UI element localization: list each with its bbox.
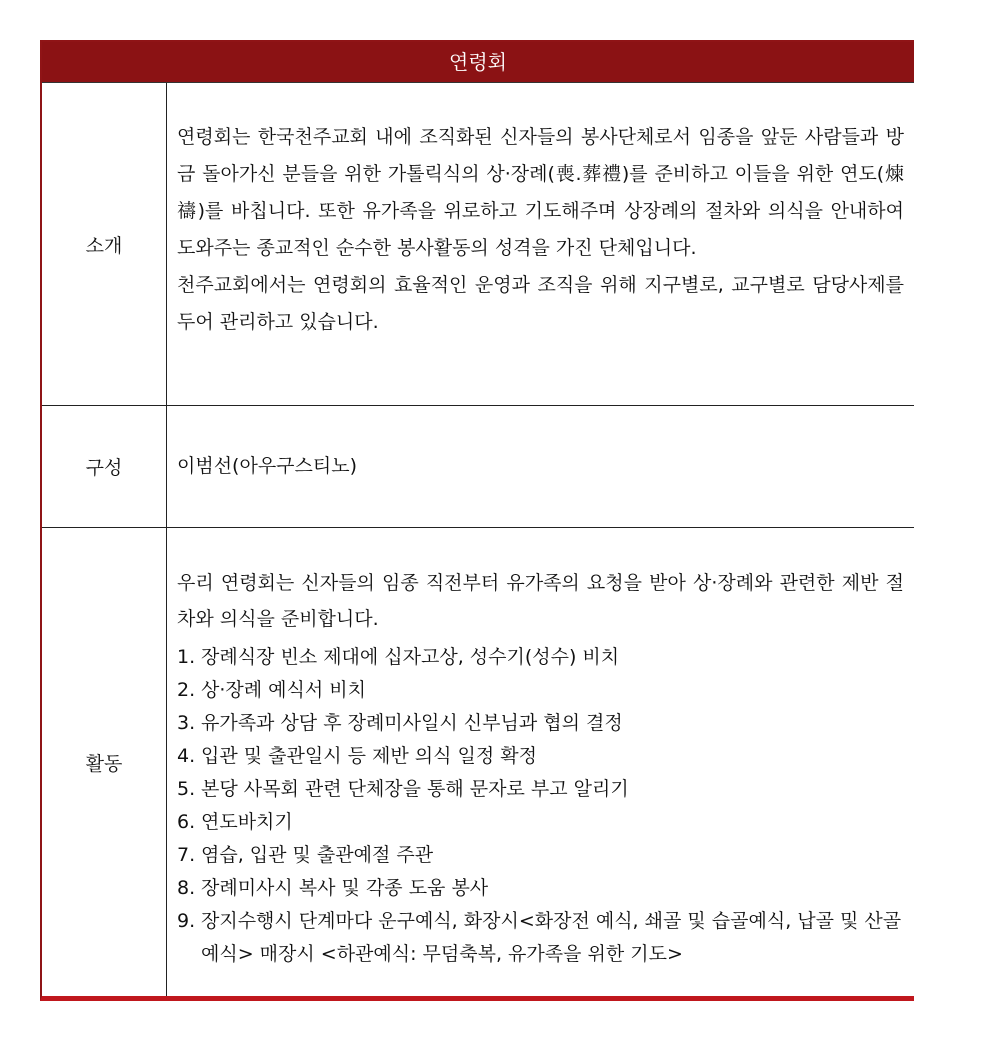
activity-intro: 우리 연령회는 신자들의 임종 직전부터 유가족의 요청을 받아 상·장례와 관련한 제반 절차와 의식을 준비합니다.: [177, 572, 904, 630]
list-item-number: 6.: [177, 811, 196, 833]
list-item-text: 장례식장 빈소 제대에 십자고상, 성수기(성수) 비치: [201, 646, 620, 668]
row-organization: [42, 406, 914, 528]
list-item-text: 장례미사시 복사 및 각종 도움 봉사: [201, 877, 489, 899]
organization-value: 이범선(아우구스티노): [177, 455, 358, 477]
list-item: [177, 905, 904, 971]
info-table: [40, 40, 914, 1001]
list-item: [177, 872, 904, 905]
intro-paragraph-1: 연령회는 한국천주교회 내에 조직화된 신자들의 봉사단체로서 임종을 앞둔 사람들과 방금 돌아가신 분들을 위한 가톨릭식의 상·장례(喪.葬禮)를 준비하고 이들을 위한 연도(煉禱)를 바칩니다. 또한 유가족을 위로하고 기도해주며 상장례의 절차와 의식을 안내하여 도와주는 종교적인 순수한 봉사활동의 성격을 가진 단체입니다.: [177, 126, 904, 259]
list-item-text: 장지수행시 단계마다 운구예식, 화장시<화장전 예식, 쇄골 및 습골예식, 납골 및 산골예식> 매장시 <하관예식: 무덤축복, 유가족을 위한 기도>: [201, 910, 902, 965]
row-label-organization: 구성: [42, 406, 167, 527]
row-label-intro: 소개: [42, 83, 167, 405]
activity-content: [167, 528, 914, 996]
list-item: [177, 773, 904, 806]
list-item-text: 염습, 입관 및 출관예절 주관: [201, 844, 434, 866]
row-intro: [42, 83, 914, 406]
list-item-text: 유가족과 상담 후 장례미사일시 신부님과 협의 결정: [201, 712, 623, 734]
list-item: [177, 806, 904, 839]
list-item: [177, 641, 904, 674]
list-item-text: 연도바치기: [201, 811, 293, 833]
list-item: [177, 740, 904, 773]
list-item-number: 1.: [177, 646, 196, 668]
list-item-text: 입관 및 출관일시 등 제반 의식 일정 확정: [201, 745, 537, 767]
intro-content: [167, 83, 914, 405]
organization-content: [167, 406, 914, 527]
list-item-number: 4.: [177, 745, 196, 767]
row-activity: [42, 528, 914, 996]
activity-list: [177, 641, 904, 971]
row-label-activity: 활동: [42, 528, 167, 996]
table-title: 연령회: [42, 42, 914, 83]
list-item-number: 3.: [177, 712, 196, 734]
list-item-number: 9.: [177, 910, 196, 932]
list-item-text: 상·장례 예식서 비치: [201, 679, 366, 701]
list-item-number: 7.: [177, 844, 196, 866]
list-item-number: 8.: [177, 877, 196, 899]
list-item-text: 본당 사목회 관련 단체장을 통해 문자로 부고 알리기: [201, 778, 629, 800]
list-item-number: 2.: [177, 679, 196, 701]
intro-paragraph-2: 천주교회에서는 연령회의 효율적인 운영과 조직을 위해 지구별로, 교구별로 담당사제를 두어 관리하고 있습니다.: [177, 274, 904, 333]
list-item: [177, 674, 904, 707]
list-item: [177, 839, 904, 872]
list-item-number: 5.: [177, 778, 196, 800]
list-item: [177, 707, 904, 740]
